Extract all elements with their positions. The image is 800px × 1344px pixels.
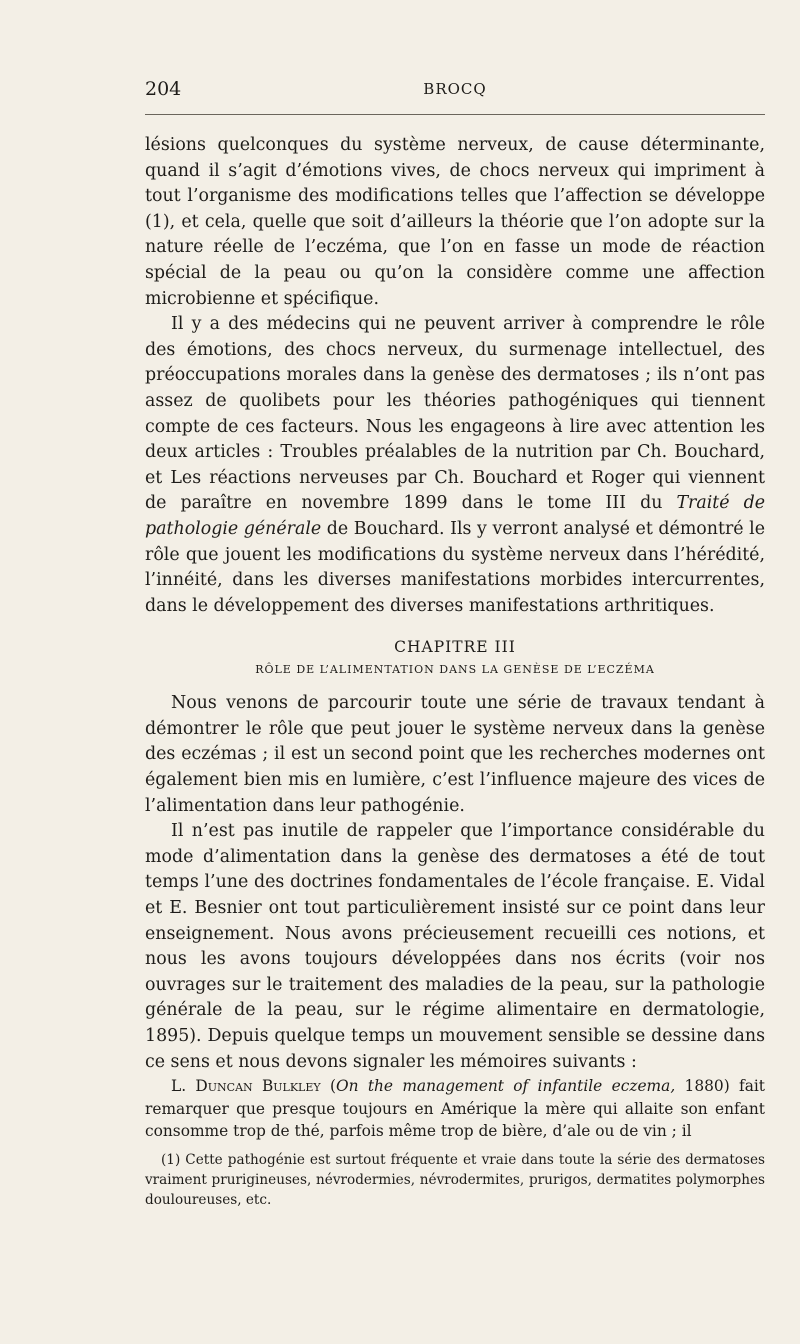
chapter-title: CHAPITRE III: [394, 638, 516, 657]
work-title: On the management of infantile eczema,: [335, 1077, 676, 1096]
author-name: L. Duncan Bulkley: [171, 1077, 321, 1096]
footnote: [145, 1150, 765, 1210]
paragraph-2-text-a: Il y a des médecins qui ne peuvent arriver à comprendre le rôle des émotions, des chocs nerveux, du surmenage intellectuel, des préoccupations morales dans la genèse des dermatoses ; ils n’ont pas assez de quolibets pour les théories pathogéniques qui tiennent compte de ces facteurs. Nous les engageons à lire avec attention les deux articles : Troubles préalables de la nutrition par Ch. Bouchard, et Les réactions nerveuses par Ch. Bouchard et Roger qui viennent de paraître en novembre 1899 dans le tome III du: [145, 314, 765, 514]
paragraph-3: Nous venons de parcourir toute une série de travaux tendant à démontrer le rôle que peut jouer le système nerveux dans la genèse des eczémas ; il est un second point que les recherches modernes ont également bien mis en lumière, c’est l’influence majeure des vices de l’alimentation dans leur pathogénie.: [145, 693, 765, 816]
paren-open: (: [320, 1077, 336, 1096]
paragraph-5: [145, 1075, 765, 1143]
footnote-text: (1) Cette pathogénie est surtout fréquente et vraie dans toute la série des dermatoses vraiment prurigineuses, névrodermies, névrodermites, prurigos, dermatites polymorphes douloureuses, etc.: [145, 1152, 765, 1208]
paragraph-2: [145, 312, 765, 619]
body-text: [145, 133, 765, 1143]
paragraph-1: lésions quelconques du système nerveux, de cause déterminante, quand il s’agit d’émotions vives, de chocs nerveux qui impriment à tout l’organisme des modifications telles que l’affection se développe (1), et cela, quelle que soit d’ailleurs la théorie que l’on adopte sur la nature réelle de l’eczéma, que l’on en fasse un mode de réaction spécial de la peau ou qu’on la considère comme une affection microbienne et spécifique.: [145, 135, 765, 309]
paragraph-5-text: fait remarquer que presque toujours en Amérique la mère qui allaite son enfant consomme trop de thé, parfois même trop de bière, d’ale ou de vin ; il: [145, 1077, 765, 1141]
header-rule: [145, 114, 765, 115]
paragraph-4: Il n’est pas inutile de rappeler que l’importance considérable du mode d’alimentation dans la genèse des dermatoses a été de tout temps l’une des doctrines fondamentales de l’école française. E. Vidal et E. Besnier ont tout particulièrement insisté sur ce point dans leur enseignement. Nous avons précieusement recueilli ces notions, et nous les avons toujours développées dans nos écrits (voir nos ouvrages sur le traitement des maladies de la peau, sur la pathologie générale de la peau, sur le régime alimentaire en dermatologie, 1895). Depuis quelque temps un mouvement sensible se dessine dans ce sens et nous devons signaler les mémoires suivants :: [145, 821, 765, 1072]
running-title: BROCQ: [423, 80, 487, 98]
chapter-subtitle: RÔLE DE L’ALIMENTATION DANS LA GENÈSE DE L’ECZÉMA: [255, 663, 655, 677]
page-number: 204: [145, 78, 182, 100]
work-year: 1880): [675, 1077, 730, 1096]
book-title-traite: Traité de pathologie générale: [145, 493, 766, 539]
paragraph-2-text-b: de Bouchard. Ils y verront analysé et démontré le rôle que jouent les modifications du système nerveux dans l’hérédité, l’innéité, dans les diverses manifestations morbides intercurrentes, dans le développement des diverses manifestations arthritiques.: [145, 518, 765, 616]
running-head: [145, 78, 765, 104]
